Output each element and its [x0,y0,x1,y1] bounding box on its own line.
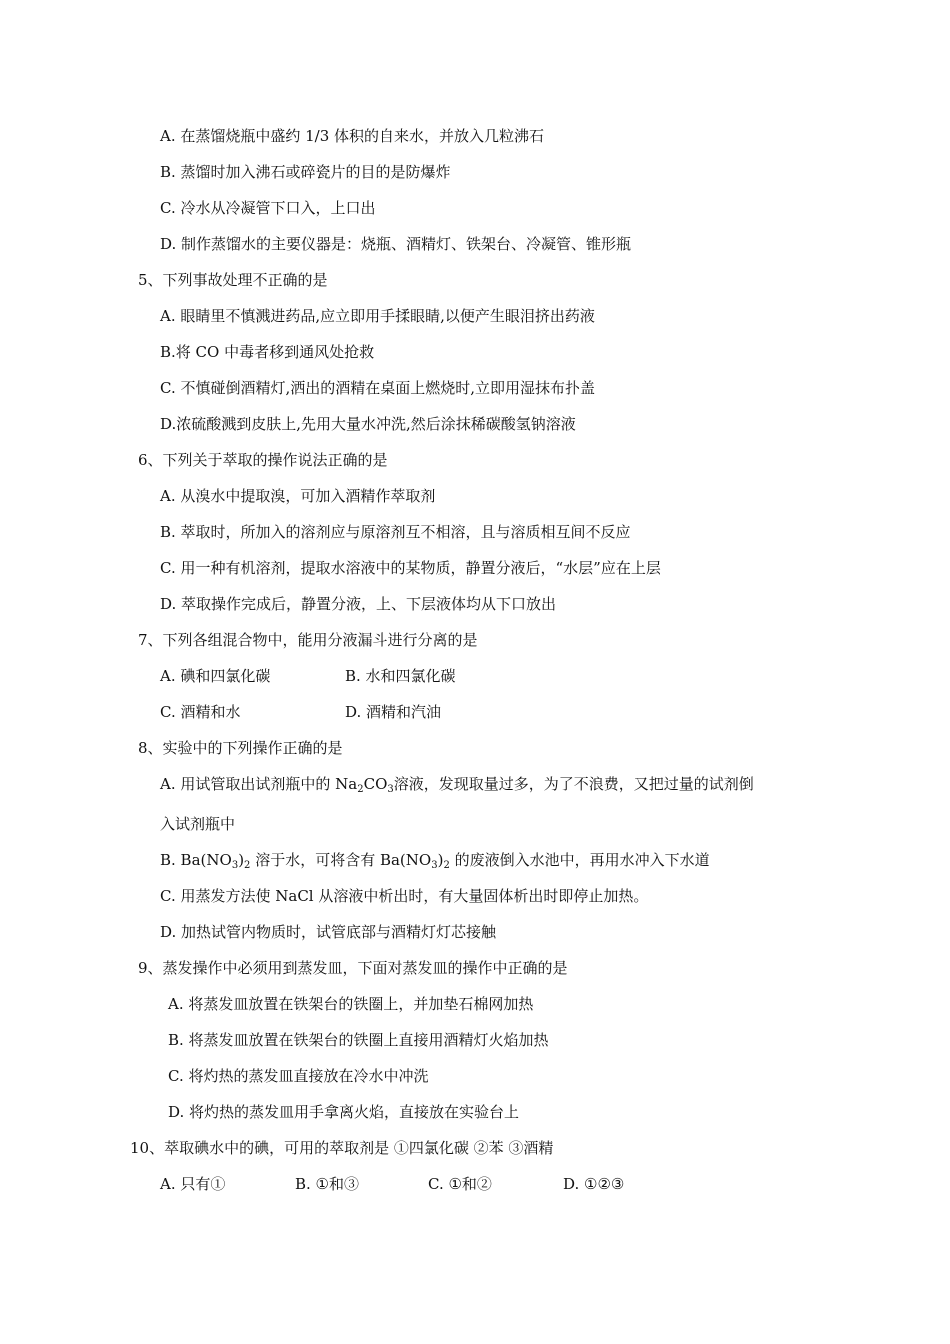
q8-b-text-5: 的废液倒入水池中，再用水冲入下水道 [449,851,710,869]
q6-stem: 6、下列关于萃取的操作说法正确的是 [138,451,388,469]
q8-b-text-4: ) [437,851,444,869]
q4-option-b: B. 蒸馏时加入沸石或碎瓷片的目的是防爆炸 [160,163,451,181]
q7-options-row1 [160,666,560,686]
q7-option-d: D. 酒精和汽油 [345,703,442,721]
q8-option-b [160,850,710,870]
q10-option-a: A. 只有① [160,1175,226,1193]
q6-option-c: C. 用一种有机溶剂，提取水溶液中的某物质，静置分液后，“水层”应在上层 [160,559,661,577]
q8-b-text-3: 溶于水，可将含有 Ba(NO [250,851,432,869]
q8-b-sub-3: 3 [431,860,438,871]
q10-stem: 10、萃取碘水中的碘，可用的萃取剂是 ①四氯化碳 ②苯 ③酒精 [130,1139,554,1157]
q9-option-a: A. 将蒸发皿放置在铁架台的铁圈上，并加垫石棉网加热 [168,995,534,1013]
q9-option-c: C. 将灼热的蒸发皿直接放在冷水中冲洗 [168,1067,429,1085]
q8-b-text-1: B. Ba(NO [160,851,232,869]
q9-stem: 9、蒸发操作中必须用到蒸发皿，下面对蒸发皿的操作中正确的是 [138,959,568,977]
q9-option-d: D. 将灼热的蒸发皿用手拿离火焰，直接放在实验台上 [168,1103,520,1121]
q7-option-a: A. 碘和四氯化碳 [160,667,271,685]
q5-stem: 5、下列事故处理不正确的是 [138,271,328,289]
q6-option-b: B. 萃取时，所加入的溶剂应与原溶剂互不相溶，且与溶质相互间不反应 [160,523,631,541]
q8-stem: 8、实验中的下列操作正确的是 [138,739,343,757]
q8-a-sub-1: 2 [357,784,364,795]
q5-option-a: A. 眼睛里不慎溅进药品,应立即用手揉眼睛,以便产生眼泪挤出药液 [160,307,595,325]
q8-option-a [160,774,754,794]
q5-option-c: C. 不慎碰倒酒精灯,洒出的酒精在桌面上燃烧时,立即用湿抹布扑盖 [160,379,596,397]
q6-option-a: A. 从溴水中提取溴，可加入酒精作萃取剂 [160,487,436,505]
q5-option-d: D.浓硫酸溅到皮肤上,先用大量水冲洗,然后涂抹稀碳酸氢钠溶液 [160,415,576,433]
q8-option-d: D. 加热试管内物质时，试管底部与酒精灯灯芯接触 [160,923,497,941]
q7-options-row2 [160,702,560,722]
q8-b-sub-1: 3 [231,860,239,871]
q8-a-sub-2: 3 [387,784,394,795]
q7-stem: 7、下列各组混合物中，能用分液漏斗进行分离的是 [138,631,478,649]
q4-option-c: C. 冷水从冷凝管下口入，上口出 [160,199,376,217]
q4-option-d: D. 制作蒸馏水的主要仪器是：烧瓶、酒精灯、铁架台、冷凝管、锥形瓶 [160,235,632,253]
q8-b-sub-4: 2 [443,860,450,871]
q10-option-b: B. ①和③ [295,1175,360,1193]
q10-option-c: C. ①和② [428,1175,492,1193]
q7-option-b: B. 水和四氯化碳 [345,667,456,685]
q8-a-text-2: CO [363,775,388,793]
q8-b-sub-2: 2 [244,860,251,871]
q8-option-a-continued: 入试剂瓶中 [160,815,236,833]
q10-option-d: D. ①②③ [563,1175,625,1193]
q8-a-text-1: A. 用试管取出试剂瓶中的 Na [160,775,358,793]
q4-option-a: A. 在蒸馏烧瓶中盛约 1/3 体积的自来水，并放入几粒沸石 [160,127,545,145]
q8-a-text-3: 溶液，发现取量过多，为了不浪费，又把过量的试剂倒 [393,775,754,793]
q9-option-b: B. 将蒸发皿放置在铁架台的铁圈上直接用酒精灯火焰加热 [168,1031,549,1049]
q8-b-text-2: ) [238,851,245,869]
q5-option-b: B.将 CO 中毒者移到通风处抢救 [160,343,375,361]
q8-option-c: C. 用蒸发方法使 NaCl 从溶液中析出时，有大量固体析出时即停止加热。 [160,887,649,905]
q7-option-c: C. 酒精和水 [160,703,241,721]
q6-option-d: D. 萃取操作完成后，静置分液，上、下层液体均从下口放出 [160,595,557,613]
